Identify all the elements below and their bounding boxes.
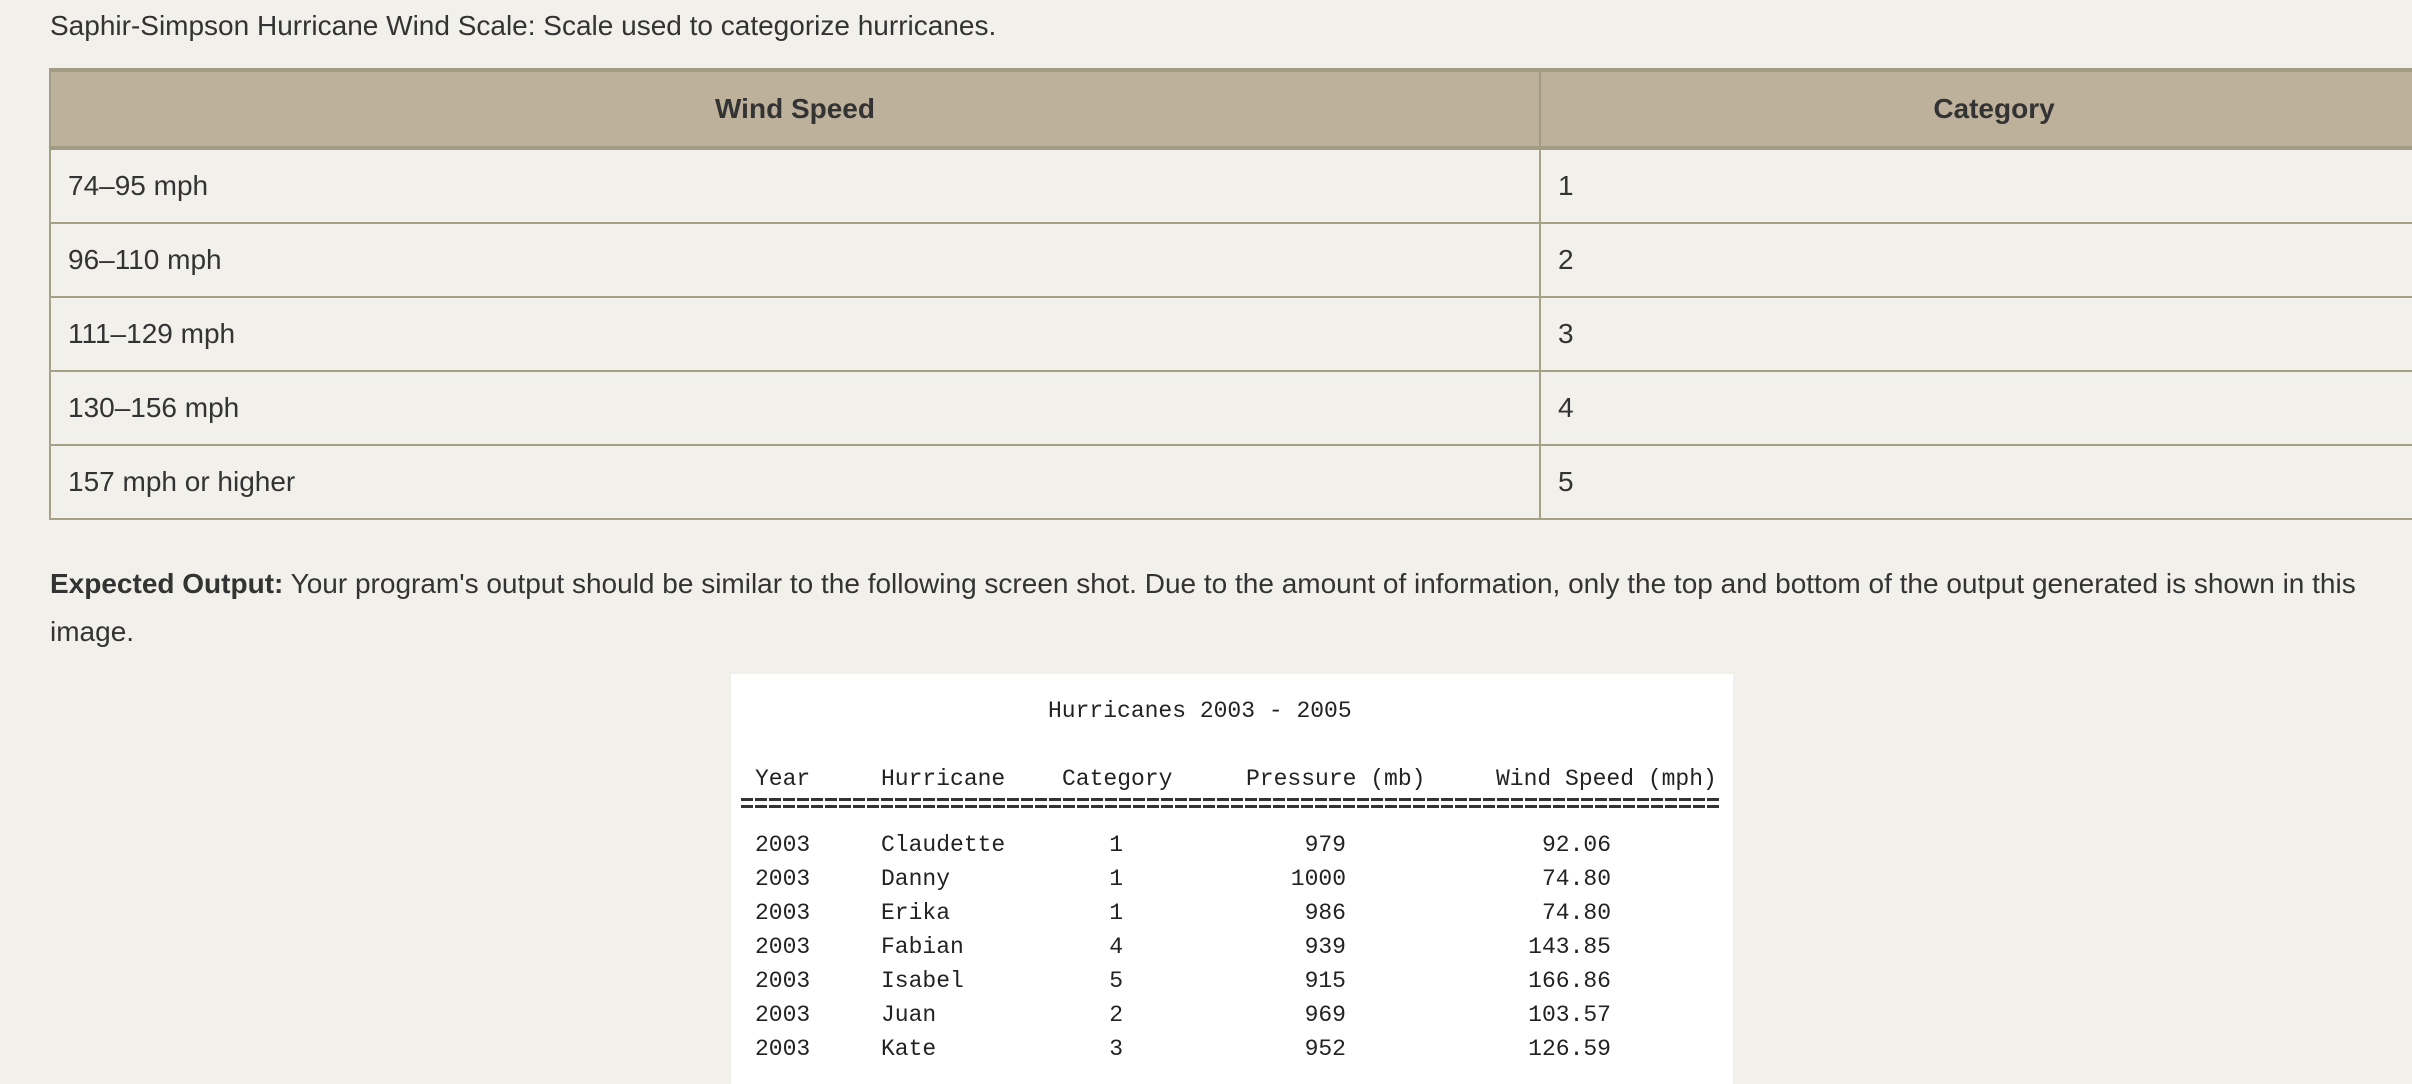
wind-speed-cell: 92.06 bbox=[1541, 832, 1611, 858]
wind-speed-header: Wind Speed bbox=[50, 70, 1540, 148]
hurricane-cell: Fabian bbox=[881, 934, 964, 960]
hurricane-cell: Isabel bbox=[881, 968, 964, 994]
category-cell: 5 bbox=[1540, 445, 2412, 519]
wind-speed-cell: 74.80 bbox=[1541, 900, 1611, 926]
category-cell: 3 bbox=[1109, 1036, 1123, 1062]
console-row bbox=[731, 968, 1733, 1002]
category-cell: 1 bbox=[1109, 900, 1123, 926]
wind-scale-table bbox=[49, 68, 2412, 520]
pressure-cell: 939 bbox=[1304, 934, 1346, 960]
expected-output-label: Expected Output: bbox=[50, 568, 284, 599]
pressure-cell: 1000 bbox=[1290, 866, 1346, 892]
wind-speed-cell: 130–156 mph bbox=[50, 371, 1540, 445]
wind-speed-cell: 74–95 mph bbox=[50, 148, 1540, 223]
wind-speed-cell: 96–110 mph bbox=[50, 223, 1540, 297]
intro-text: Saphir-Simpson Hurricane Wind Scale: Scale used to categorize hurricanes. bbox=[50, 10, 997, 41]
console-row bbox=[731, 832, 1733, 866]
expected-output-text: Your program's output should be similar to the following screen shot. Due to the amount of information, only the top and bottom of the output generated is shown in this image. bbox=[50, 568, 2356, 647]
wind-speed-cell: 143.85 bbox=[1528, 934, 1611, 960]
year-cell: 2003 bbox=[755, 1002, 811, 1028]
hurricane-cell: Danny bbox=[881, 866, 951, 892]
wind-speed-cell: 157 mph or higher bbox=[50, 445, 1540, 519]
console-header-hurricane: Hurricane bbox=[881, 766, 1006, 792]
hurricane-cell: Claudette bbox=[881, 832, 1006, 858]
console-row bbox=[731, 900, 1733, 934]
wind-speed-cell: 111–129 mph bbox=[50, 297, 1540, 371]
console-row bbox=[731, 934, 1733, 968]
hurricane-cell: Kate bbox=[881, 1036, 937, 1062]
category-cell: 2 bbox=[1540, 223, 2412, 297]
pressure-cell: 979 bbox=[1304, 832, 1346, 858]
console-header-wind-speed: Wind Speed (mph) bbox=[1496, 766, 1717, 792]
category-cell: 3 bbox=[1540, 297, 2412, 371]
pressure-cell: 986 bbox=[1304, 900, 1346, 926]
console-title: Hurricanes 2003 - 2005 bbox=[1048, 698, 1352, 724]
console-row bbox=[731, 866, 1733, 900]
year-cell: 2003 bbox=[755, 866, 811, 892]
table-row bbox=[50, 223, 2412, 297]
expected-output-paragraph bbox=[50, 560, 2410, 656]
table-header-row bbox=[50, 70, 2412, 148]
table-row bbox=[50, 445, 2412, 519]
console-row bbox=[731, 1002, 1733, 1036]
table-row bbox=[50, 148, 2412, 223]
wind-speed-cell: 103.57 bbox=[1528, 1002, 1611, 1028]
category-cell: 4 bbox=[1540, 371, 2412, 445]
year-cell: 2003 bbox=[755, 934, 811, 960]
console-header-year: Year bbox=[755, 766, 811, 792]
console-header-category: Category bbox=[1062, 766, 1173, 792]
table-row bbox=[50, 371, 2412, 445]
pressure-cell: 915 bbox=[1304, 968, 1346, 994]
wind-speed-cell: 126.59 bbox=[1528, 1036, 1611, 1062]
year-cell: 2003 bbox=[755, 968, 811, 994]
table-row bbox=[50, 297, 2412, 371]
hurricane-cell: Juan bbox=[881, 1002, 937, 1028]
console-separator bbox=[741, 798, 1719, 814]
console-header-pressure: Pressure (mb) bbox=[1246, 766, 1426, 792]
pressure-cell: 969 bbox=[1304, 1002, 1346, 1028]
category-cell: 5 bbox=[1109, 968, 1123, 994]
console-row bbox=[731, 1036, 1733, 1070]
category-cell: 1 bbox=[1540, 148, 2412, 223]
category-cell: 2 bbox=[1109, 1002, 1123, 1028]
category-header: Category bbox=[1540, 70, 2412, 148]
category-cell: 1 bbox=[1109, 866, 1123, 892]
year-cell: 2003 bbox=[755, 900, 811, 926]
category-cell: 4 bbox=[1109, 934, 1123, 960]
hurricane-cell: Erika bbox=[881, 900, 951, 926]
pressure-cell: 952 bbox=[1304, 1036, 1346, 1062]
category-cell: 1 bbox=[1109, 832, 1123, 858]
wind-speed-cell: 166.86 bbox=[1528, 968, 1611, 994]
wind-speed-cell: 74.80 bbox=[1541, 866, 1611, 892]
console-screenshot bbox=[731, 674, 1733, 1084]
year-cell: 2003 bbox=[755, 1036, 811, 1062]
year-cell: 2003 bbox=[755, 832, 811, 858]
